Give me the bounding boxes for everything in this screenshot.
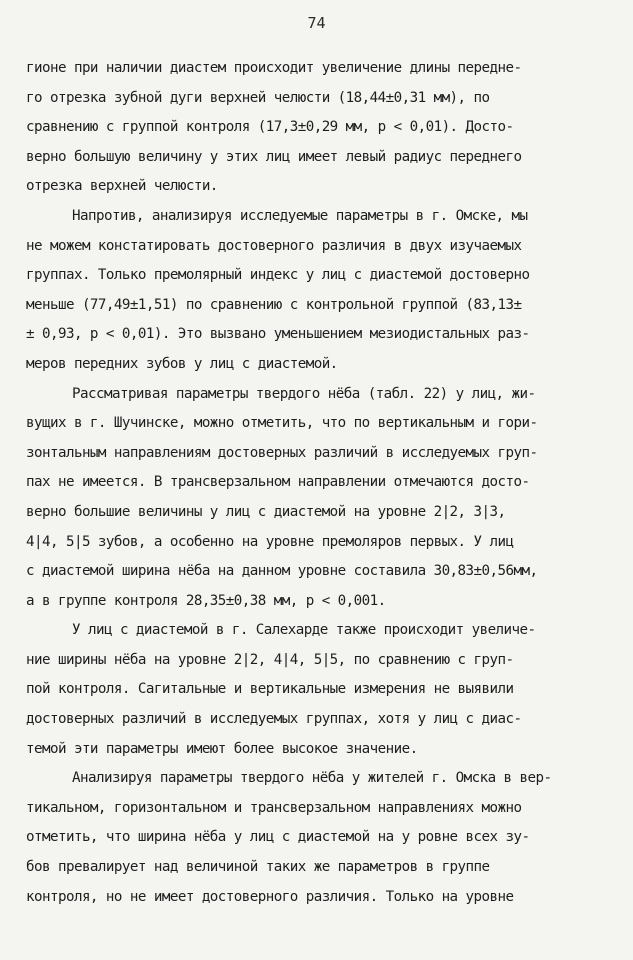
- text-line: контроля, но не имеет достоверного различия. Только на уровне: [26, 888, 514, 905]
- text-line: с диастемой ширина нёба на данном уровне составила 30,83±0,56мм,: [26, 563, 538, 580]
- text-line: вущих в г. Шучинске, можно отметить, что по вертикальным и гори-: [26, 415, 538, 432]
- text-line: ± 0,93, р < 0,01). Это вызвано уменьшением мезиодистальных раз-: [26, 326, 530, 343]
- text-line: зонтальным направлениям достоверных различий в исследуемых груп-: [26, 444, 538, 461]
- text-line: темой эти параметры имеют более высокое значение.: [26, 740, 418, 757]
- text-line: Рассматривая параметры твердого нёба (табл. 22) у лиц, жи-: [72, 385, 536, 402]
- text-line: У лиц с диастемой в г. Салехарде также происходит увеличе-: [72, 622, 536, 639]
- text-line: верно большую величину у этих лиц имеет левый радиус переднего: [26, 148, 522, 165]
- text-line: отрезка верхней челюсти.: [26, 178, 218, 195]
- text-line: достоверных различий в исследуемых группах, хотя у лиц с диас-: [26, 711, 522, 728]
- text-line: не можем констатировать достоверного различия в двух изучаемых: [26, 237, 522, 254]
- text-line: меньше (77,49±1,51) по сравнению с контрольной группой (83,13±: [26, 296, 522, 313]
- text-line: а в группе контроля 28,35±0,38 мм, р < 0,001.: [26, 592, 386, 609]
- text-line: Анализируя параметры твердого нёба у жителей г. Омска в вер-: [72, 770, 552, 787]
- text-line: меров передних зубов у лиц с диастемой.: [26, 355, 338, 372]
- text-line: го отрезка зубной дуги верхней челюсти (18,44±0,31 мм), по: [26, 89, 490, 106]
- text-line: тикальном, горизонтальном и трансверзальном направлениях можно: [26, 799, 522, 816]
- text-line: пах не имеется. В трансверзальном направлении отмечаются досто-: [26, 474, 530, 491]
- text-line: сравнению с группой контроля (17,3±0,29 мм, р < 0,01). Досто-: [26, 119, 514, 136]
- text-line: группах. Только премолярный индекс у лиц с диастемой достоверно: [26, 267, 530, 284]
- page-number: 74: [307, 14, 326, 32]
- text-line: 4|4, 5|5 зубов, а особенно на уровне премоляров первых. У лиц: [26, 533, 514, 550]
- text-line: Напротив, анализируя исследуемые параметры в г. Омске, мы: [72, 207, 528, 224]
- document-body: [26, 54, 616, 912]
- text-line: ние ширины нёба на уровне 2|2, 4|4, 5|5, по сравнению с груп-: [26, 651, 514, 668]
- text-line: гионе при наличии диастем происходит увеличение длины передне-: [26, 60, 522, 76]
- text-line: пой контроля. Сагитальные и вертикальные измерения не выявили: [26, 681, 514, 698]
- text-line: бов превалирует над величиной таких же параметров в группе: [26, 859, 490, 876]
- text-line: отметить, что ширина нёба у лиц с диастемой на у ровне всех зу-: [26, 829, 530, 846]
- text-line: верно большие величины у лиц с диастемой на уровне 2|2, 3|3,: [26, 503, 506, 520]
